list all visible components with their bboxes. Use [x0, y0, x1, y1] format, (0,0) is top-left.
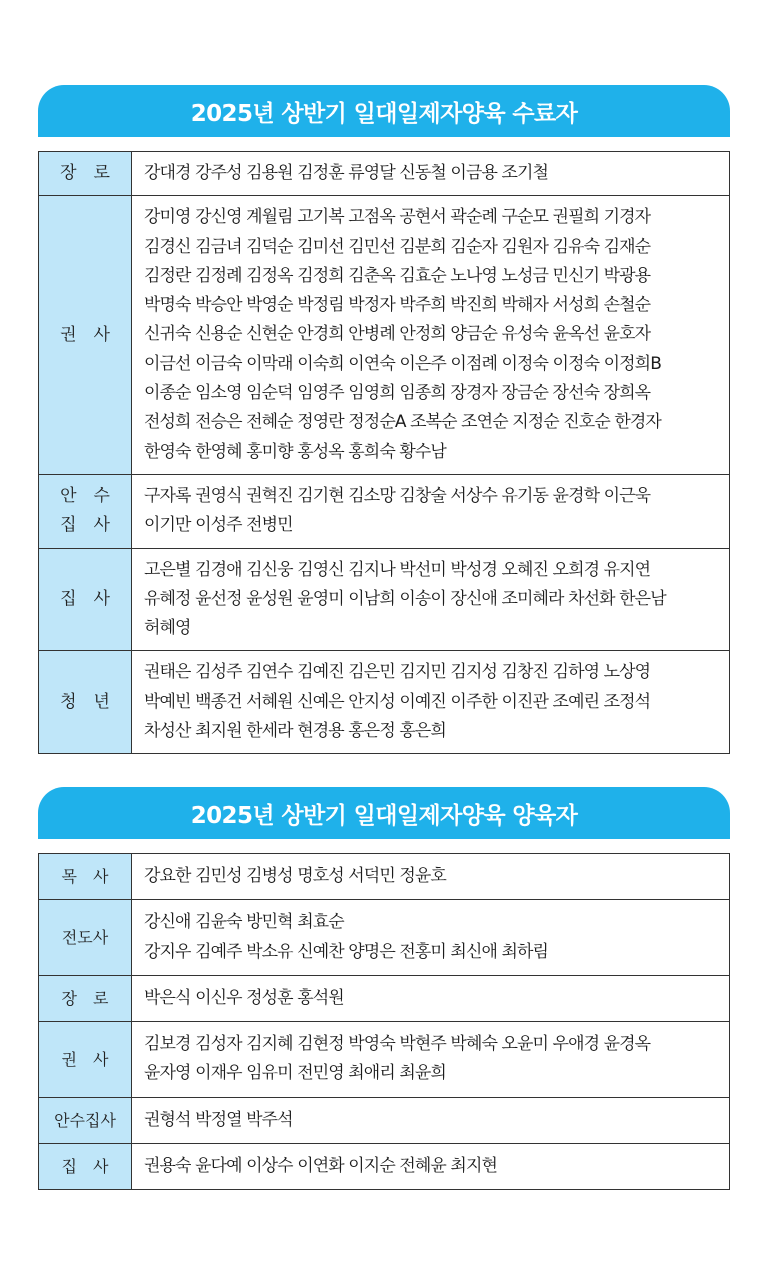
role-label: 장 로 — [61, 989, 109, 1009]
names-line: 전성희 전승은 전혜순 정영란 정정순A 조복순 조연순 지정순 진호순 한경자 — [144, 412, 661, 433]
names-line: 권형석 박정열 박주석 — [144, 1109, 293, 1130]
names-cell — [132, 152, 729, 195]
table-row-deacon — [39, 1144, 729, 1190]
names-cell — [132, 196, 729, 474]
role-cell — [39, 900, 132, 975]
names-line: 김보경 김성자 김지혜 김현정 박영숙 박현주 박혜숙 오윤미 우애경 윤경옥 — [144, 1034, 651, 1055]
names-line: 이종순 임소영 임순덕 임영주 임영희 임종희 장경자 장금순 장선숙 장희옥 — [144, 383, 651, 404]
names-cell — [132, 900, 729, 975]
names-line: 한영숙 한영혜 홍미향 홍성옥 홍희숙 황수남 — [144, 441, 446, 462]
role-cell — [39, 651, 132, 753]
names-line: 박은식 이신우 정성훈 홍석원 — [144, 987, 344, 1008]
names-line: 권태은 김성주 김연수 김예진 김은민 김지민 김지성 김창진 김하영 노상영 — [144, 662, 651, 683]
names-line: 김경신 김금녀 김덕순 김미선 김민선 김분희 김순자 김원자 김유숙 김재순 — [144, 236, 651, 257]
names-line: 강대경 강주성 김용원 김정훈 류영달 신동철 이금용 조기철 — [144, 163, 549, 183]
section-title-graduates: 2025년 상반기 일대일제자양육 수료자 — [38, 85, 730, 137]
role-cell — [39, 475, 132, 548]
role-cell — [39, 152, 132, 195]
role-cell — [39, 196, 132, 474]
role-cell — [39, 854, 132, 899]
role-cell — [39, 1022, 132, 1097]
names-line: 강신애 김윤숙 방민혁 최효순 — [144, 912, 344, 933]
mentors-section — [38, 787, 730, 1190]
names-line: 유혜정 윤선정 윤성원 윤영미 이남희 이송이 장신애 조미혜라 차선화 한은남 — [144, 588, 666, 609]
role-label: 집 사 — [60, 515, 110, 536]
names-line: 구자록 권영식 권혁진 김기현 김소망 김창술 서상수 유기동 윤경학 이근욱 — [144, 485, 651, 506]
role-cell — [39, 549, 132, 651]
role-label: 청 년 — [60, 691, 110, 712]
role-label: 장 로 — [60, 163, 110, 184]
table-row-evangelist — [39, 900, 729, 976]
table-row-kwonsa — [39, 1022, 729, 1098]
role-label: 집 사 — [60, 589, 110, 609]
names-line: 강미영 강신영 계월림 고기복 고점옥 공현서 곽순례 구순모 권필희 기경자 — [144, 207, 651, 228]
table-row-ordained-deacon — [39, 1098, 729, 1144]
role-label: 목 사 — [61, 867, 109, 887]
table-row-ordained-deacon — [39, 475, 729, 549]
graduates-table — [38, 151, 730, 754]
names-line: 박예빈 백종건 서혜원 신예은 안지성 이예진 이주한 이진관 조예린 조정석 — [144, 691, 651, 712]
names-line: 신귀숙 신용순 신현순 안경희 안병례 안정희 양금순 유성숙 윤옥선 윤호자 — [144, 324, 651, 345]
names-line: 강지우 김예주 박소유 신예찬 양명은 전홍미 최신애 최하림 — [144, 941, 549, 962]
mentors-table — [38, 853, 730, 1190]
role-label: 권 사 — [61, 1049, 109, 1069]
names-cell — [132, 1022, 729, 1097]
names-cell — [132, 1098, 729, 1143]
names-line: 이금선 이금숙 이막래 이숙희 이연숙 이은주 이점례 이정숙 이정숙 이정희B — [144, 353, 661, 374]
role-label: 전도사 — [61, 928, 109, 948]
names-cell — [132, 549, 729, 651]
section-title-mentors: 2025년 상반기 일대일제자양육 양육자 — [38, 787, 730, 839]
names-line: 권용숙 윤다예 이상수 이연화 이지순 전혜윤 최지현 — [144, 1156, 497, 1177]
names-line: 강요한 김민성 김병성 명호성 서덕민 정윤호 — [144, 866, 446, 886]
names-cell — [132, 854, 729, 899]
role-label: 안 수 — [60, 486, 110, 507]
role-label: 집 사 — [61, 1157, 109, 1177]
role-label: 권 사 — [60, 324, 110, 345]
table-row-elder — [39, 152, 729, 196]
table-row-elder — [39, 976, 729, 1022]
names-line: 차성산 최지원 한세라 현경용 홍은정 홍은희 — [144, 721, 446, 742]
table-row-youth — [39, 651, 729, 754]
graduates-section — [38, 85, 730, 754]
role-cell — [39, 1144, 132, 1189]
names-cell — [132, 976, 729, 1021]
names-line: 윤자영 이재우 임유미 전민영 최애리 최윤희 — [144, 1063, 446, 1084]
names-line: 고은별 김경애 김신웅 김영신 김지나 박선미 박성경 오혜진 오희경 유지연 — [144, 559, 651, 580]
table-row-pastor — [39, 854, 729, 900]
table-row-kwonsa — [39, 196, 729, 475]
names-cell — [132, 475, 729, 548]
table-row-deacon — [39, 549, 729, 652]
names-line: 박명숙 박승안 박영순 박정림 박정자 박주희 박진희 박해자 서성희 손철순 — [144, 295, 651, 316]
role-label: 안수집사 — [54, 1110, 116, 1130]
names-line: 이기만 이성주 전병민 — [144, 515, 293, 536]
role-cell — [39, 976, 132, 1021]
names-cell — [132, 651, 729, 753]
names-line: 김정란 김정례 김정옥 김정희 김춘옥 김효순 노나영 노성금 민신기 박광용 — [144, 265, 651, 286]
names-line: 허혜영 — [144, 618, 191, 639]
names-cell — [132, 1144, 729, 1189]
role-cell — [39, 1098, 132, 1143]
